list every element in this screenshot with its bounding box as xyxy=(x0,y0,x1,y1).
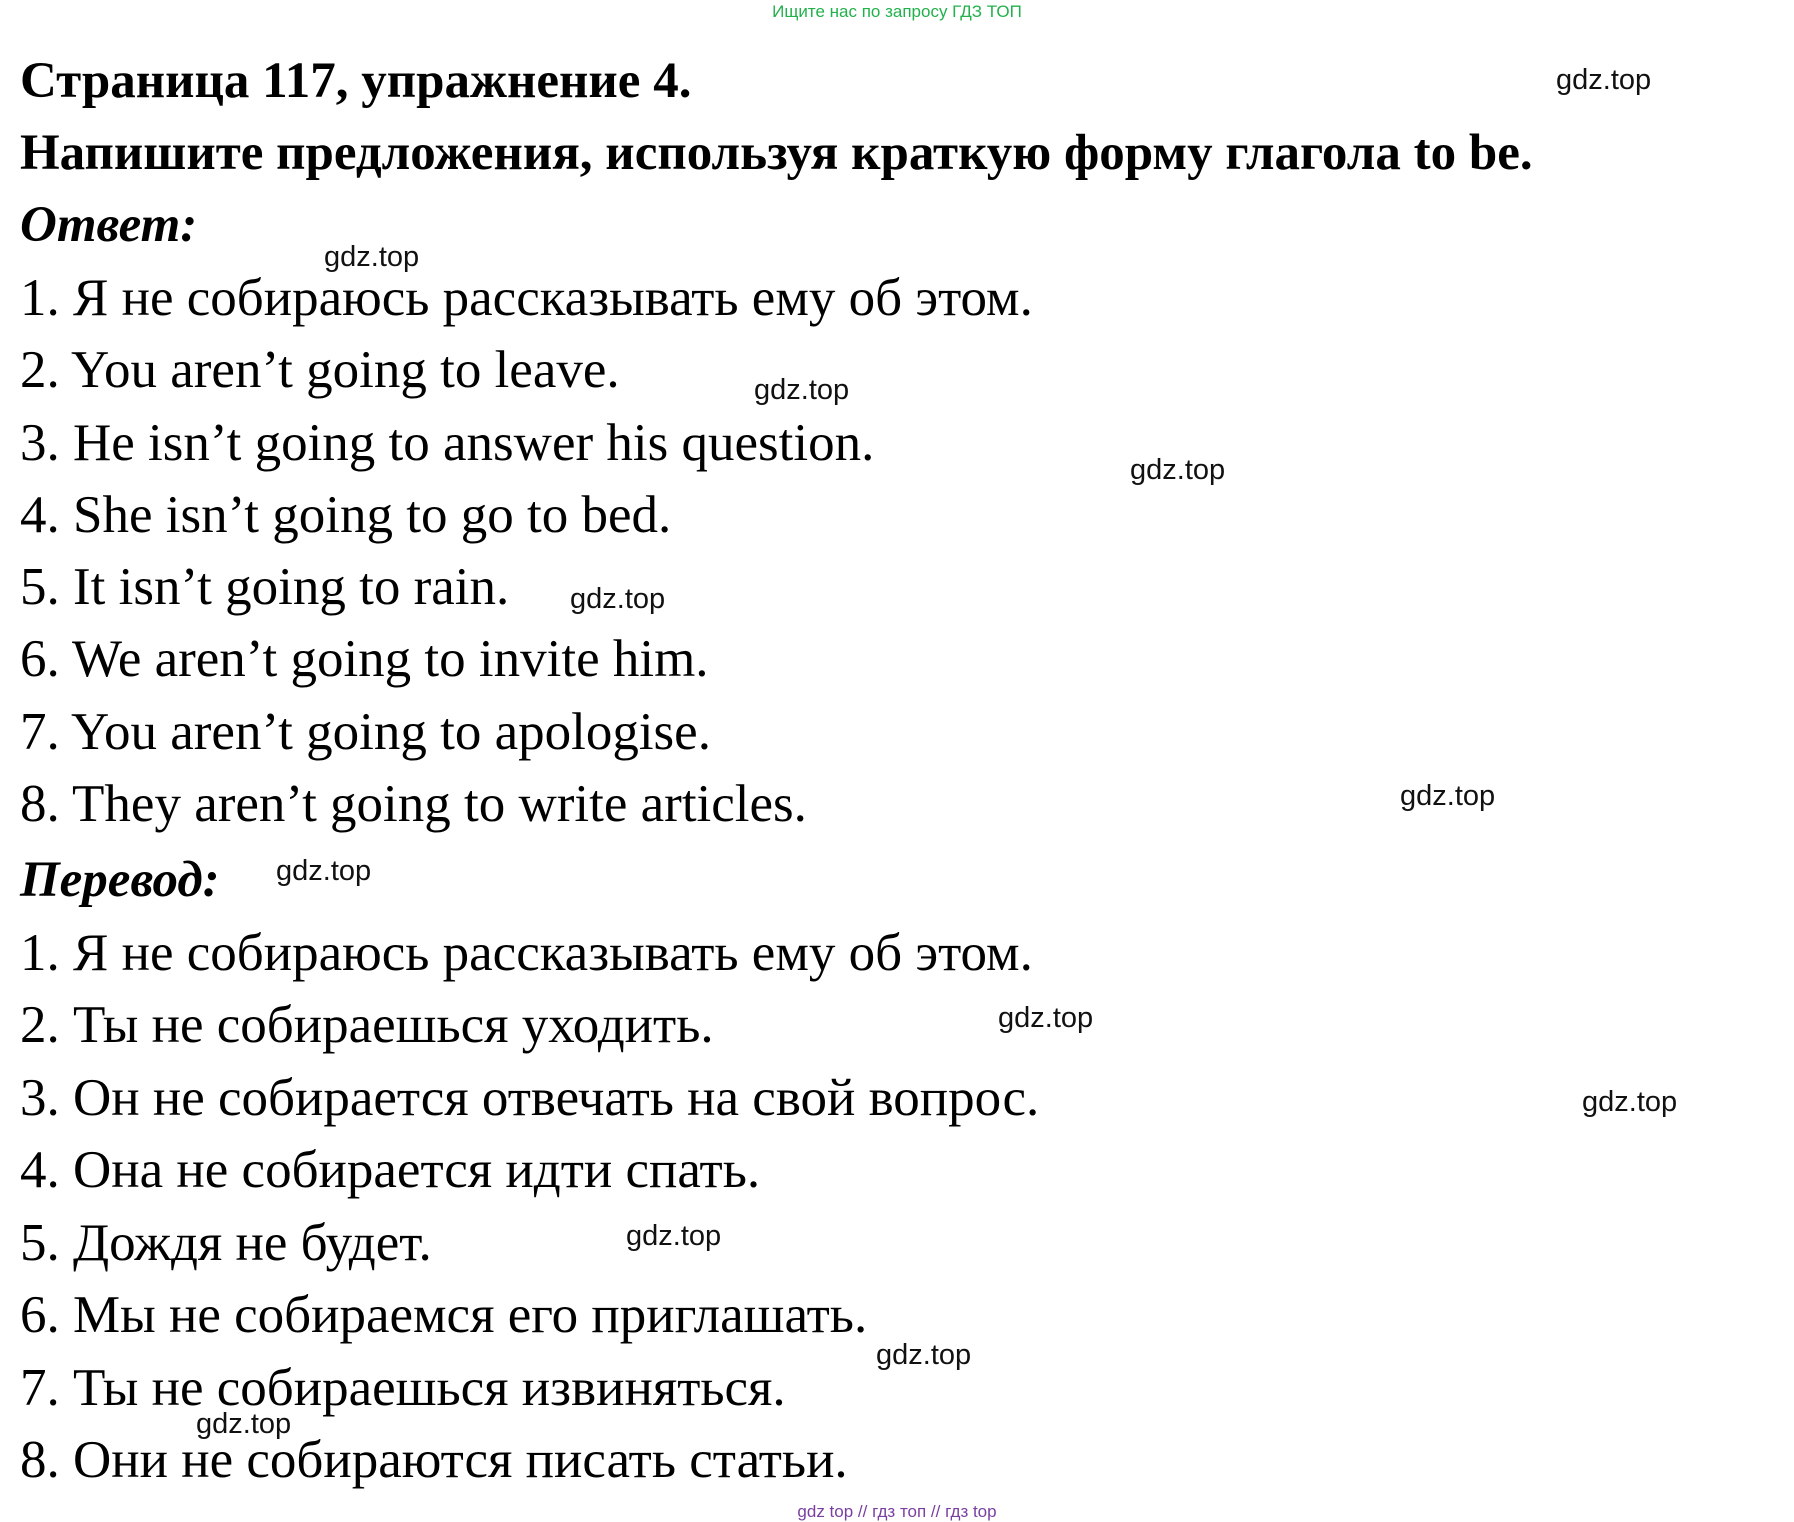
answer-line-2: 2. You aren’t going to leave. xyxy=(20,341,620,399)
answer-label: Ответ: xyxy=(20,197,198,253)
watermark: gdz.top xyxy=(1556,64,1652,96)
task-text: Напишите предложения, используя краткую форму глагола to be. xyxy=(20,125,1533,181)
footer-links: gdz top // гдз топ // гдз top xyxy=(797,1502,997,1521)
translation-line-6: 6. Мы не собираемся его приглашать. xyxy=(20,1286,868,1344)
watermark: gdz.top xyxy=(1582,1086,1678,1118)
page-title: Страница 117, упражнение 4. xyxy=(20,53,692,109)
answer-line-1: 1. Я не собираюсь рассказывать ему об этом. xyxy=(20,269,1033,327)
watermark: gdz.top xyxy=(754,374,850,406)
translation-line-8: 8. Они не собираются писать статьи. xyxy=(20,1431,848,1489)
answer-line-3: 3. He isn’t going to answer his question. xyxy=(20,414,875,472)
watermark: gdz.top xyxy=(570,583,666,615)
watermark: gdz.top xyxy=(1130,454,1226,486)
answer-line-5: 5. It isn’t going to rain. xyxy=(20,558,510,616)
translation-line-3: 3. Он не собирается отвечать на свой вопрос. xyxy=(20,1069,1040,1127)
answer-line-6: 6. We aren’t going to invite him. xyxy=(20,630,709,688)
watermark: gdz.top xyxy=(626,1220,722,1252)
answer-line-7: 7. You aren’t going to apologise. xyxy=(20,703,711,761)
top-banner: Ищите нас по запросу ГДЗ ТОП xyxy=(772,2,1022,21)
watermark: gdz.top xyxy=(324,241,420,273)
answer-line-4: 4. She isn’t going to go to bed. xyxy=(20,486,672,544)
watermark: gdz.top xyxy=(1400,780,1496,812)
watermark: gdz.top xyxy=(998,1002,1094,1034)
watermark: gdz.top xyxy=(876,1339,972,1371)
translation-line-7: 7. Ты не собираешься извиняться. xyxy=(20,1359,786,1417)
watermark: gdz.top xyxy=(276,855,372,887)
translation-line-4: 4. Она не собирается идти спать. xyxy=(20,1141,761,1199)
translation-line-2: 2. Ты не собираешься уходить. xyxy=(20,996,714,1054)
translation-line-1: 1. Я не собираюсь рассказывать ему об этом. xyxy=(20,924,1033,982)
answer-line-8: 8. They aren’t going to write articles. xyxy=(20,775,807,833)
watermark: gdz.top xyxy=(196,1408,292,1440)
translation-label: Перевод: xyxy=(20,852,220,908)
translation-line-5: 5. Дождя не будет. xyxy=(20,1214,432,1272)
